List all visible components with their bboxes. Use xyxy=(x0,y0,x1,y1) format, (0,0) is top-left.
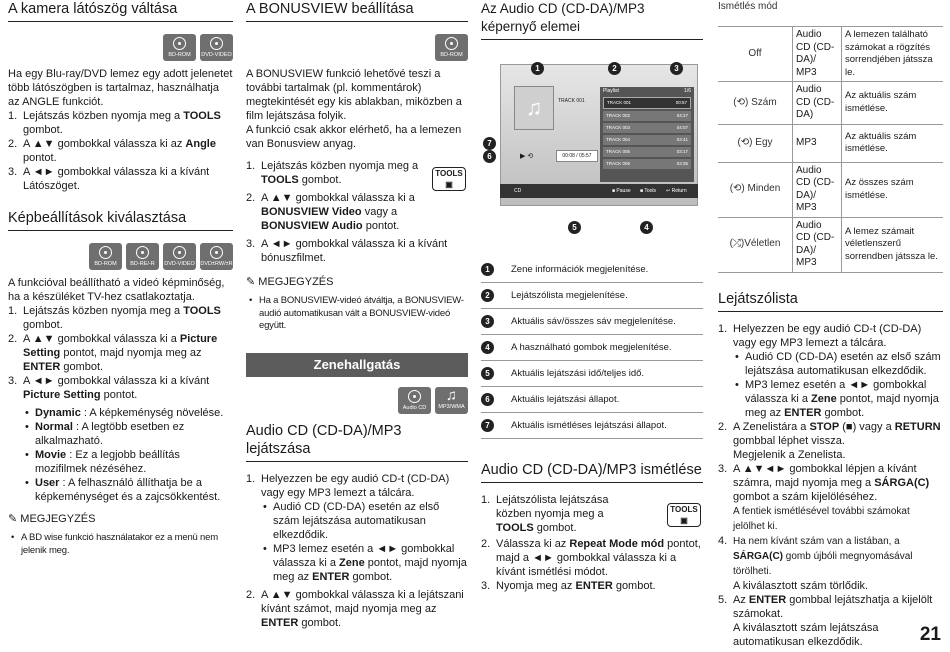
bullet-audio-cd: • Audió CD (CD-DA) esetén az első szám lejátszása automatikusan elkezdődik. xyxy=(732,350,943,378)
section-title-camera-angle: A kamera látószög váltása xyxy=(8,0,233,22)
step-5: 5. Az ENTER gombbal lejátszhatja a kijelölt számokat. A kiválasztott szám lejátszása automatikusan elkezdődik. xyxy=(718,593,933,648)
playlist-panel: Playlist 1/6 TRACK 001 00:57 TRACK 002 04:27 TRACK 003 04:07 TRACK 004 03:41 TRACK 005 03:17 TRACK 006 03:35 xyxy=(600,87,694,182)
legend-row: 5 Aktuális lejátszási idő/teljes idő. xyxy=(481,361,703,387)
step-2: 2. Válassza ki az Repeat Mode mód pontot, majd a ◄► gombokkal válassza ki a kívánt ismétlési módot. xyxy=(481,538,701,578)
dvd-video-icon: DVD-VIDEO xyxy=(200,34,233,61)
steps-list xyxy=(246,159,421,187)
option-movie: • Movie : Ez a legjobb beállítás mozifilmek nézéséhez. xyxy=(22,448,233,476)
step-1: 1. Lejátszás közben nyomja meg a TOOLS gombot. xyxy=(246,160,419,186)
playlist-row: TRACK 001 00:57 xyxy=(603,97,691,109)
repeat-row-track: (⟲) Szám Audio CD (CD-DA) Az aktuális szám ismétlése. xyxy=(718,82,943,125)
legend-row: 2 Lejátszólista megjelenítése. xyxy=(481,283,703,309)
disc-icons-3 xyxy=(246,34,468,61)
bullet-audio-cd: • Audió CD (CD-DA) esetén az első szám lejátszása automatikusan elkezdődik. xyxy=(260,500,468,542)
note-heading: ✎ MEGJEGYZÉS xyxy=(8,513,96,525)
legend-row: 4 A használható gombok megjelenítése. xyxy=(481,335,703,361)
picture-options xyxy=(8,406,233,504)
option-user: • User : A felhasználó állíthatja be a képkeménységet és a zajcsökkentést. xyxy=(22,476,233,504)
callout-5: 5 xyxy=(568,221,581,234)
playlist-steps-2 xyxy=(718,420,943,649)
option-dynamic: • Dynamic : A képkeménység növelése. xyxy=(22,406,233,420)
playlist-row: TRACK 002 04:27 xyxy=(603,111,691,121)
note-list xyxy=(8,532,233,557)
tools-button-icon: TOOLS ▣ xyxy=(667,503,701,527)
section-title-screen: Az Audio CD (CD-DA)/MP3 képernyő elemei xyxy=(481,0,703,40)
repeat-row-one: (⟲) Egy MP3 Az aktuális szám ismétlése. xyxy=(718,124,943,162)
section-title-playlist: Lejátszólista xyxy=(718,290,943,312)
playlist-row: TRACK 005 03:17 xyxy=(603,147,691,157)
legend-row: 1 Zene információk megjelenítése. xyxy=(481,257,703,283)
legend-table xyxy=(481,257,703,439)
audio-cd-icon: Audio CD xyxy=(398,387,431,414)
dvd-video-icon: DVD-VIDEO xyxy=(163,243,196,270)
note-item: • Ha a BONUSVIEW-videó átváltja, a BONUSVIEW-audió automatikusan vált a BONUSVIEW-videó együtt. xyxy=(246,295,468,333)
section-title-audio-cd: Audio CD (CD-DA)/MP3 lejátszása xyxy=(246,422,468,462)
legend-row: 7 Aktuális ismétléses lejátszási állapot. xyxy=(481,413,703,439)
screen-footer: CD ■ Pause ■ Tools ↩ Return xyxy=(500,184,698,198)
step-1: 1. Lejátszás közben nyomja meg a TOOLS gombot. xyxy=(8,305,221,331)
repeat-row-all: (⟲) Minden Audio CD (CD-DA)/ MP3 Az összes szám ismétlése. xyxy=(718,162,943,217)
bd-rom-icon: BD-ROM xyxy=(89,243,122,270)
time-display: 00:08 / 05:57 xyxy=(556,150,598,162)
legend-wrap xyxy=(481,257,703,439)
album-art-icon: ♫ xyxy=(514,86,554,130)
step-1: 1. Helyezzen be egy audió CD-t (CD-DA) vagy egy MP3 lemezt a tálcára. xyxy=(718,322,922,349)
step-1: 1. Helyezzen be egy audió CD-t (CD-DA) vagy egy MP3 lemezt a tálcára. xyxy=(246,472,450,499)
callout-2: 2 xyxy=(608,62,621,75)
tools-button-icon: TOOLS ▣ xyxy=(432,167,466,191)
step-3: 3. Nyomja meg az ENTER gombot. xyxy=(481,580,656,592)
section-title-picture: Képbeállítások kiválasztása xyxy=(8,209,233,231)
intro-text-2: A funkció csak akkor elérhető, ha a lemezen van Bonusview anyag. xyxy=(246,124,462,150)
intro-text: A funkcióval beállítható a videó képminőség, ha a készüléket TV-hez csatlakoztatja. xyxy=(8,277,225,303)
step-2: 2. A ▲▼ gombokkal válassza ki a BONUSVIEW Video vagy a BONUSVIEW Audio pontot. xyxy=(246,192,415,232)
intro-text: Ha egy Blu-ray/DVD lemez egy adott jelenetet több látószögben is tartalmaz, használhatja az ANGLE funkciót. xyxy=(8,68,233,108)
intro-text: A BONUSVIEW funkció lehetővé teszi a további tartalmak (pl. kommentárok) megtekintését egy kis ablakban, miközben a film lejátszása folyik. xyxy=(246,68,462,122)
disc-icons-4 xyxy=(246,387,468,414)
steps-list xyxy=(8,109,233,193)
disc-icons-1 xyxy=(8,34,233,61)
track-label: TRACK 001 xyxy=(558,98,585,104)
step-1-bullets xyxy=(246,500,468,584)
section-title-repeat: Audio CD (CD-DA)/MP3 ismétlése xyxy=(481,461,703,483)
play-status-icon: ▶ ⟲ xyxy=(520,153,534,160)
column-1 xyxy=(8,0,233,557)
callout-4: 4 xyxy=(640,221,653,234)
bullet-mp3: • MP3 lemez esetén a ◄► gombokkal válassza ki a Zene pontot, majd nyomja meg az ENTER gombot. xyxy=(260,542,468,584)
step-4: 4. Ha nem kívánt szám van a listában, a SÁRGA(C) gomb újbóli megnyomásával törölheti. A kiválasztott szám törlődik. xyxy=(718,534,913,592)
step-3: 3. A ◄► gombokkal válassza ki a kívánt bónuszfilmet. xyxy=(246,238,448,264)
section-banner: Zenehallgatás xyxy=(246,353,468,377)
repeat-section xyxy=(481,461,703,593)
step-2: 2. A Zenelistára a STOP (■) vagy a RETURN gombbal léphet vissza. Megjelenik a Zenelista. xyxy=(718,420,941,461)
step-3: 3. A ◄► gombokkal válassza ki a kívánt Látószöget. xyxy=(8,166,210,192)
note-heading: ✎ MEGJEGYZÉS xyxy=(246,276,334,288)
bd-rom-icon: BD-ROM xyxy=(435,34,468,61)
column-3 xyxy=(481,0,703,40)
table-heading: Ismétlés mód xyxy=(718,1,778,12)
step-3: 3. A ◄► gombokkal válassza ki a kívánt Picture Setting pontot. xyxy=(8,375,210,401)
bullet-mp3: • MP3 lemez esetén a ◄► gombokkal válassza ki a Zene pontot, majd nyomja meg az ENTER gombot. xyxy=(732,378,943,420)
steps-list-2 xyxy=(246,191,468,265)
pencil-icon: ✎ xyxy=(246,276,259,288)
steps-list xyxy=(481,493,631,535)
bd-re-icon: BD-RE/-R xyxy=(126,243,159,270)
step-2: 2. A ▲▼ gombokkal válassza ki a lejátszani kívánt számot, majd nyomja meg az ENTER gombot. xyxy=(246,588,464,629)
dvd-rw-icon: DVD±RW/±R xyxy=(200,243,233,270)
repeat-row-off: Off Audio CD (CD-DA)/ MP3 A lemezen található számokat a rögzítés sorrendjében játssza le. xyxy=(718,27,943,82)
disc-icons-2 xyxy=(8,243,233,270)
callout-6: 6 xyxy=(483,150,496,163)
step-1: 1. Lejátszás közben nyomja meg a TOOLS gombot. xyxy=(8,110,221,136)
repeat-row-shuffle: (⤮)Véletlen Audio CD (CD-DA)/ MP3 A lemez számait véletlenszerű sorrendben játssza le. xyxy=(718,217,943,272)
player-screen xyxy=(500,64,698,206)
playlist-row: TRACK 004 03:41 xyxy=(603,135,691,145)
note-list xyxy=(246,295,468,333)
legend-row: 6 Aktuális lejátszási állapot. xyxy=(481,387,703,413)
step-1-bullets xyxy=(718,350,943,420)
callout-7: 7 xyxy=(483,137,496,150)
pencil-icon: ✎ xyxy=(8,513,21,525)
steps-list xyxy=(246,472,468,500)
step-2: 2. A ▲▼ gombokkal válassza ki a Picture Setting pontot, majd nyomja meg az ENTER gombot. xyxy=(8,333,218,373)
callout-1: 1 xyxy=(531,62,544,75)
column-4 xyxy=(718,0,943,649)
playlist-steps xyxy=(718,322,943,350)
music-note-icon: ♫ MP3/WMA xyxy=(435,387,468,414)
playlist-row: TRACK 003 04:07 xyxy=(603,123,691,133)
step-1: 1. Lejátszólista lejátszása közben nyomja meg a TOOLS gombot. xyxy=(481,494,609,534)
steps-list-2 xyxy=(481,537,703,593)
step-2: 2. A ▲▼ gombokkal válassza ki az Angle pontot. xyxy=(8,138,216,164)
steps-list-2 xyxy=(246,588,468,630)
bd-rom-icon: BD-ROM xyxy=(163,34,196,61)
steps-list xyxy=(8,304,233,402)
page-number: 21 xyxy=(919,624,941,645)
step-3: 3. A ▲▼◄► gombokkal lépjen a kívánt számra, majd nyomja meg a SÁRGA(C) gombot a szám kijelöléséhez. A fentiek ismétlésével további számokat jelölhet ki. xyxy=(718,462,930,532)
option-normal: • Normal : A legtöbb esetben ez alkalmazható. xyxy=(22,420,233,448)
repeat-mode-table xyxy=(718,26,943,273)
note-item: • A BD wise funkció használatakor ez a menü nem jelenik meg. xyxy=(8,532,233,557)
section-title-bonusview: A BONUSVIEW beállítása xyxy=(246,0,468,22)
callout-3: 3 xyxy=(670,62,683,75)
legend-row: 3 Aktuális sáv/összes sáv megjelenítése. xyxy=(481,309,703,335)
playlist-row: TRACK 006 03:35 xyxy=(603,159,691,169)
column-2 xyxy=(246,0,468,630)
